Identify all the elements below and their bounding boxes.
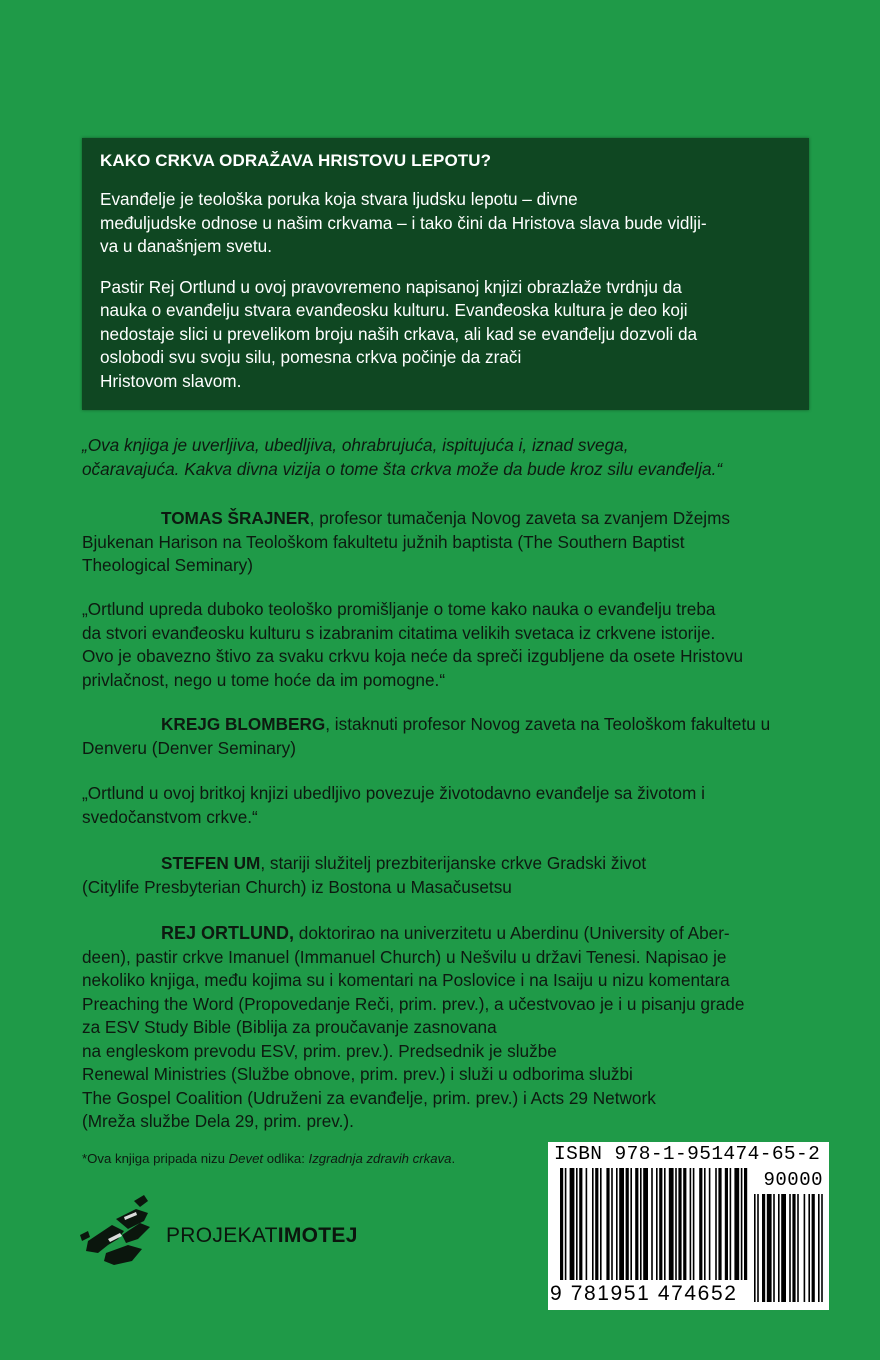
barcode-bar [659, 1168, 662, 1280]
barcode-bar [595, 1168, 598, 1280]
addon-bar [762, 1194, 765, 1302]
barcode-bar [699, 1168, 702, 1280]
barcode-bar [656, 1168, 658, 1280]
barcode-bar [619, 1168, 624, 1280]
endorser-name: TOMAS ŠRAJNER [161, 508, 310, 528]
barcode-bar [630, 1168, 632, 1280]
barcode-bar [640, 1168, 642, 1280]
barcode-digits: 9 781951 474652 [550, 1282, 738, 1305]
barcode-bar [715, 1168, 717, 1280]
blurb-box [82, 138, 809, 410]
attribution-blomberg: KREJG BLOMBERG, istaknuti profesor Novog zaveta na Teološkom fakultetu u Denveru (Denver Seminary) [82, 714, 771, 758]
addon-bar [792, 1194, 795, 1302]
hands-icon [78, 1195, 168, 1277]
barcode-bar [718, 1168, 721, 1280]
publisher-logo [78, 1195, 398, 1277]
barcode-bar [734, 1168, 739, 1280]
barcode-bar [678, 1168, 681, 1280]
barcode-bar [709, 1168, 711, 1280]
quote-schreiner: „Ova knjiga je uverljiva, ubedljiva, ohrabrujuća, ispitujuća i, iznad svega, očaravajuća. Kakva divna vizija o tome šta crkva može da bude kroz silu evanđelja.“ [82, 435, 723, 479]
barcode-bar [693, 1168, 695, 1280]
barcode-bar [626, 1168, 629, 1280]
addon-bar [789, 1194, 791, 1302]
addon-bar [821, 1194, 823, 1302]
barcode-bar [725, 1168, 728, 1280]
barcode-bar [560, 1168, 563, 1280]
addon-bar [804, 1194, 806, 1302]
isbn-number: ISBN 978-1-951474-65-2 [554, 1143, 821, 1165]
author-name: REJ ORTLUND, [161, 923, 295, 943]
addon-bar [818, 1194, 820, 1302]
barcode-bar [669, 1168, 674, 1280]
blurb-title: KAKO CRKVA ODRAŽAVA HRISTOVU LEPOTU? [100, 151, 492, 170]
barcode-bar [643, 1168, 648, 1280]
barcode-bar [744, 1168, 747, 1280]
barcode-bar [690, 1168, 692, 1280]
barcode-bar [606, 1168, 609, 1280]
barcode-bar [616, 1168, 618, 1280]
publisher-name: PROJEKATIMOTEJ [166, 1224, 358, 1247]
barcode-bar [704, 1168, 706, 1280]
barcode-bar [741, 1168, 743, 1280]
barcode-bar [592, 1168, 594, 1280]
price-addon-code: 90000 [763, 1169, 823, 1191]
addon-bar [778, 1194, 780, 1302]
barcode-bar [730, 1168, 732, 1280]
addon-bar [757, 1194, 759, 1302]
barcode-bar [576, 1168, 578, 1280]
author-bio: REJ ORTLUND, doktorirao na univerzitetu u Aberdinu (University of Aber- deen), pastir crkve Imanuel (Immanuel Church) u Nešvilu u državi Tenesi. Napisao je nekoliko knjiga, među kojima su i komentari na Poslovice i na Isaiju u nizu komentara Preaching the Word (Propovedanje Reči, prim. prev.), a učestvovao je i u pisanju grade za ESV Study Bible (Biblija za proučavanje zasnovana na engleskom prevodu ESV, prim. prev.). Predsednik je službe Renewal Ministries (Službe obnove, prim. prev.) i služi u odborima službi The Gospel Coalition (Udruženi za evanđelje, prim. prev.) i Acts 29 Network (Mreža službe Dela 29, prim. prev.). [82, 923, 745, 1131]
attribution-um: STEFEN UM, stariji služitelj prezbiterijanske crkve Gradski život (Citylife Presbyterian Church) iz Bostona u Masačusetsu [82, 853, 647, 897]
addon-bar [781, 1194, 786, 1302]
barcode-bar [675, 1168, 677, 1280]
barcode-bar [600, 1168, 602, 1280]
addon-bar [808, 1194, 810, 1302]
barcode-bar [651, 1168, 653, 1280]
isbn-barcode [548, 1142, 829, 1310]
barcode-bar [611, 1168, 613, 1280]
attribution-schreiner: TOMAS ŠRAJNER, profesor tumačenja Novog zaveta sa zvanjem Džejms Bjukenan Harison na Teološkom fakultetu južnih baptista (The Southern Baptist Theological Seminary) [82, 508, 730, 575]
endorser-name: STEFEN UM [161, 853, 261, 873]
barcode-bar [683, 1168, 686, 1280]
blurb-paragraph-2: Pastir Rej Ortlund u ovoj pravovremeno napisanoj knjizi obrazlaže tvrdnju da nauka o evanđelju stvara evanđeosku kulturu. Evanđeoska kultura je deo koji nedostaje slici u prevelikom broju naših crkava, ali kad se evanđelju dozvoli da oslobodi svu svoju silu, pomesna crkva počinje da zrači Hristovom slavom. [100, 276, 698, 391]
quote-um: „Ortlund u ovoj britkoj knjizi ubedljivo povezuje životodavno evanđelje sa životom i svedočanstvom crkve.“ [82, 783, 705, 827]
barcode-bar [586, 1168, 588, 1280]
addon-bar [812, 1194, 815, 1302]
blurb-paragraph-1: Evanđelje je teološka poruka koja stvara ljudsku lepotu – divne međuljudske odnose u našim crkvama – i tako čini da Hristova slava bude vidlji- va u današnjem svetu. [100, 189, 707, 256]
endorser-name: KREJG BLOMBERG [161, 714, 326, 734]
barcode-bar [579, 1168, 582, 1280]
series-footnote: *Ova knjiga pripada nizu Devet odlika: Izgradnja zdravih crkava. [82, 1151, 456, 1166]
addon-bar [797, 1194, 799, 1302]
barcode-bar [565, 1168, 567, 1280]
addon-bar [754, 1194, 756, 1302]
addon-bar [767, 1194, 772, 1302]
quote-blomberg: „Ortlund upreda duboko teološko promišljanje o tome kako nauka o evanđelju treba da stvori evanđeosku kulturu s izabranim citatima velikih svetaca iz crkvene istorije. Ovo je obavezno štivo za svaku crkvu koja neće da spreči izgubljene da osete Hristovu privlačnost, nego u tome hoće da im pomogne.“ [82, 599, 744, 690]
addon-bar [773, 1194, 775, 1302]
barcode-bar [570, 1168, 575, 1280]
barcode-bar [635, 1168, 638, 1280]
barcode-bar [664, 1168, 666, 1280]
